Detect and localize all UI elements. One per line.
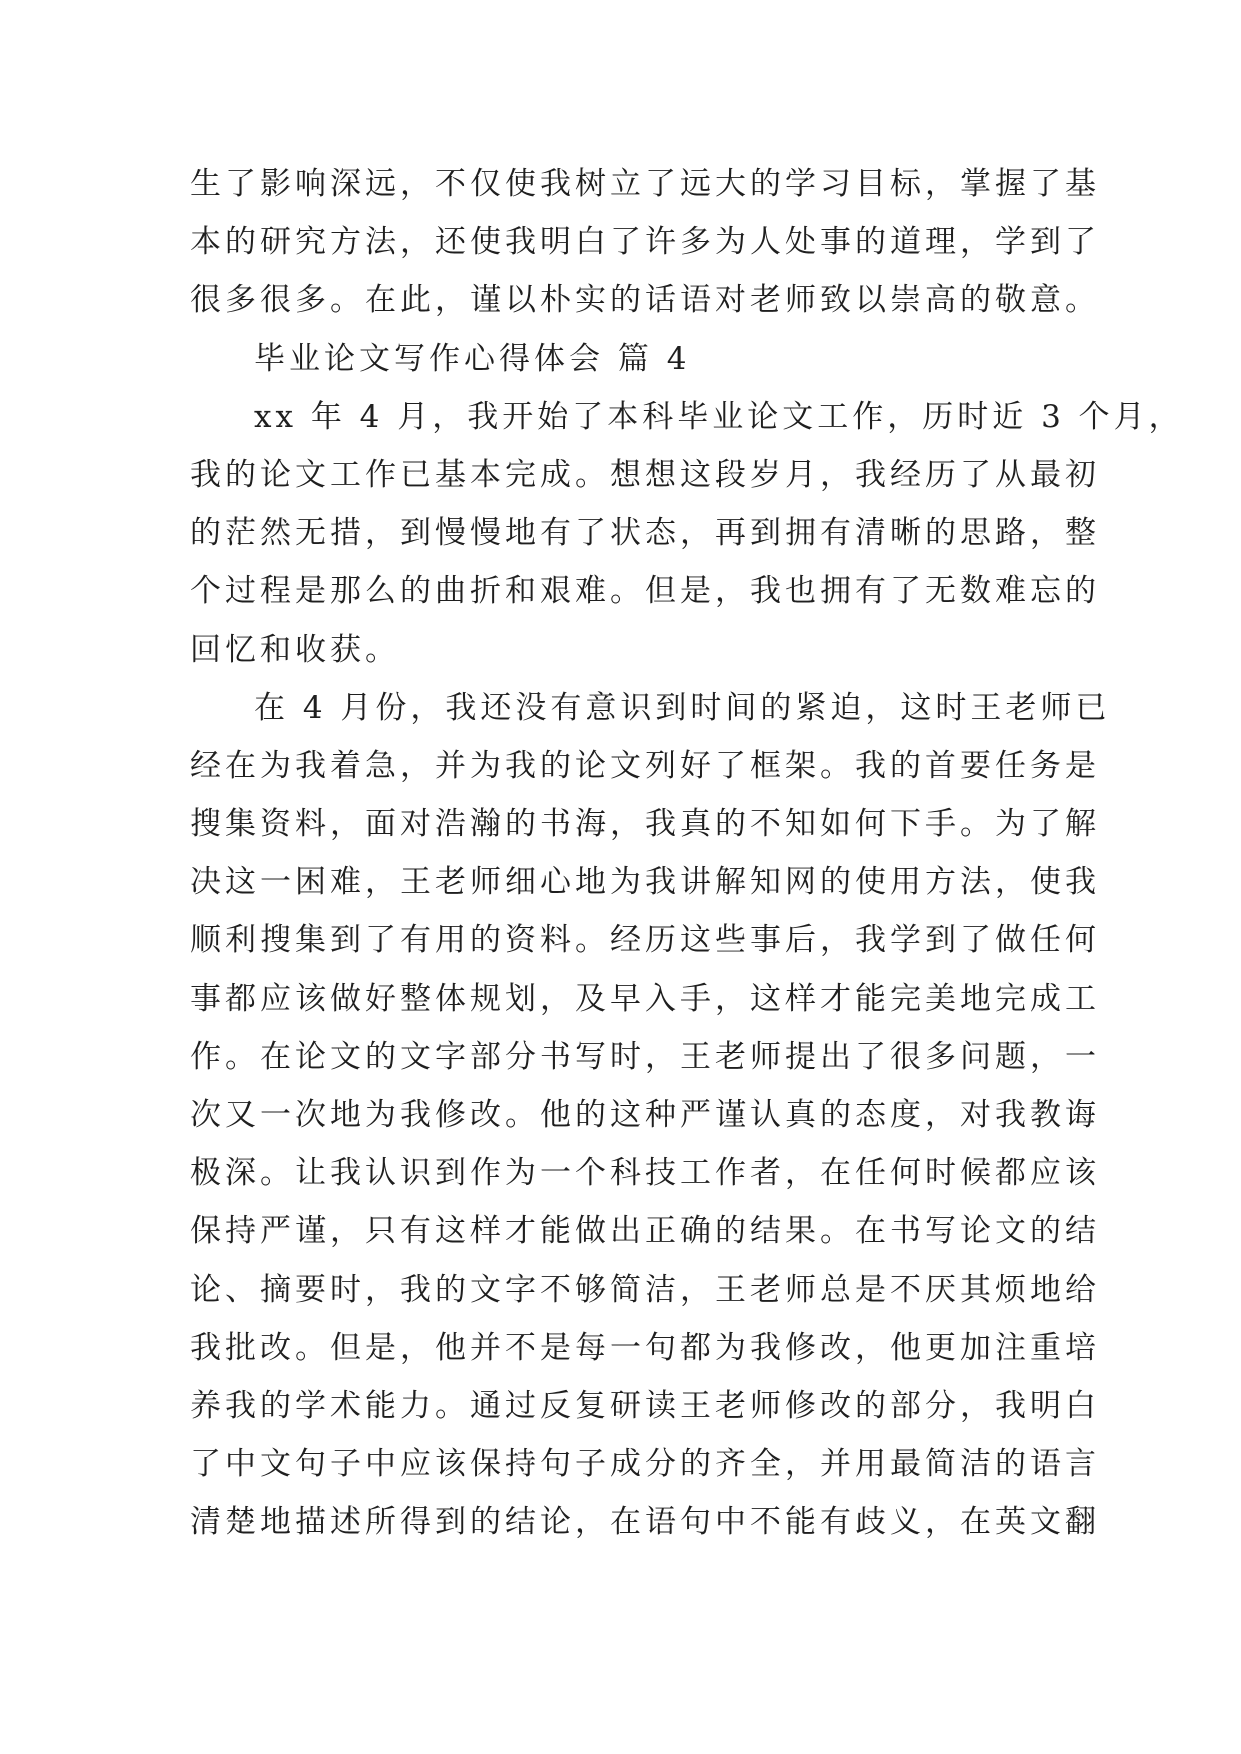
text-line: 作。在论文的文字部分书写时，王老师提出了很多问题，一 bbox=[190, 1038, 1100, 1075]
text-line: 生了影响深远，不仅使我树立了远大的学习目标，掌握了基 bbox=[190, 166, 1100, 202]
text-line: 经在为我着急，并为我的论文列好了框架。我的首要任务是 bbox=[190, 747, 1100, 784]
text-line: 论、摘要时，我的文字不够简洁，王老师总是不厌其烦地给 bbox=[190, 1271, 1100, 1308]
text-line: 搜集资料，面对浩瀚的书海，我真的不知如何下手。为了解 bbox=[190, 806, 1100, 843]
text-line: 清楚地描述所得到的结论，在语句中不能有歧义，在英文翻 bbox=[190, 1504, 1100, 1541]
text-line: xx 年 4 月，我开始了本科毕业论文工作，历时近 3 个月， bbox=[254, 398, 1184, 435]
document-body bbox=[190, 155, 1184, 1552]
text-line: 回忆和收获。 bbox=[190, 631, 400, 668]
text-line: 保持严谨，只有这样才能做出正确的结果。在书写论文的结 bbox=[190, 1213, 1100, 1250]
text-line: 个过程是那么的曲折和艰难。但是，我也拥有了无数难忘的 bbox=[190, 573, 1100, 610]
text-line: 养我的学术能力。通过反复研读王老师修改的部分，我明白 bbox=[190, 1387, 1100, 1424]
text-line: 的茫然无措，到慢慢地有了状态，再到拥有清晰的思路，整 bbox=[190, 515, 1100, 552]
text-line: 我批改。但是，他并不是每一句都为我修改，他更加注重培 bbox=[190, 1329, 1100, 1366]
text-line: 次又一次地为我修改。他的这种严谨认真的态度，对我教诲 bbox=[190, 1097, 1100, 1133]
section-heading: 毕业论文写作心得体会 篇 4 bbox=[254, 340, 691, 377]
text-line: 极深。让我认识到作为一个科技工作者，在任何时候都应该 bbox=[190, 1155, 1100, 1192]
text-line: 顺利搜集到了有用的资料。经历这些事后，我学到了做任何 bbox=[190, 922, 1100, 959]
text-line: 决这一困难，王老师细心地为我讲解知网的使用方法，使我 bbox=[190, 864, 1100, 901]
text-line: 事都应该做好整体规划，及早入手，这样才能完美地完成工 bbox=[190, 980, 1100, 1017]
text-line: 我的论文工作已基本完成。想想这段岁月，我经历了从最初 bbox=[190, 456, 1100, 493]
text-line: 在 4 月份，我还没有意识到时间的紧迫，这时王老师已 bbox=[254, 689, 1111, 726]
text-line: 了中文句子中应该保持句子成分的齐全，并用最简洁的语言 bbox=[190, 1446, 1100, 1483]
text-line: 本的研究方法，还使我明白了许多为人处事的道理，学到了 bbox=[190, 224, 1100, 261]
text-line: 很多很多。在此，谨以朴实的话语对老师致以崇高的敬意。 bbox=[190, 282, 1100, 319]
